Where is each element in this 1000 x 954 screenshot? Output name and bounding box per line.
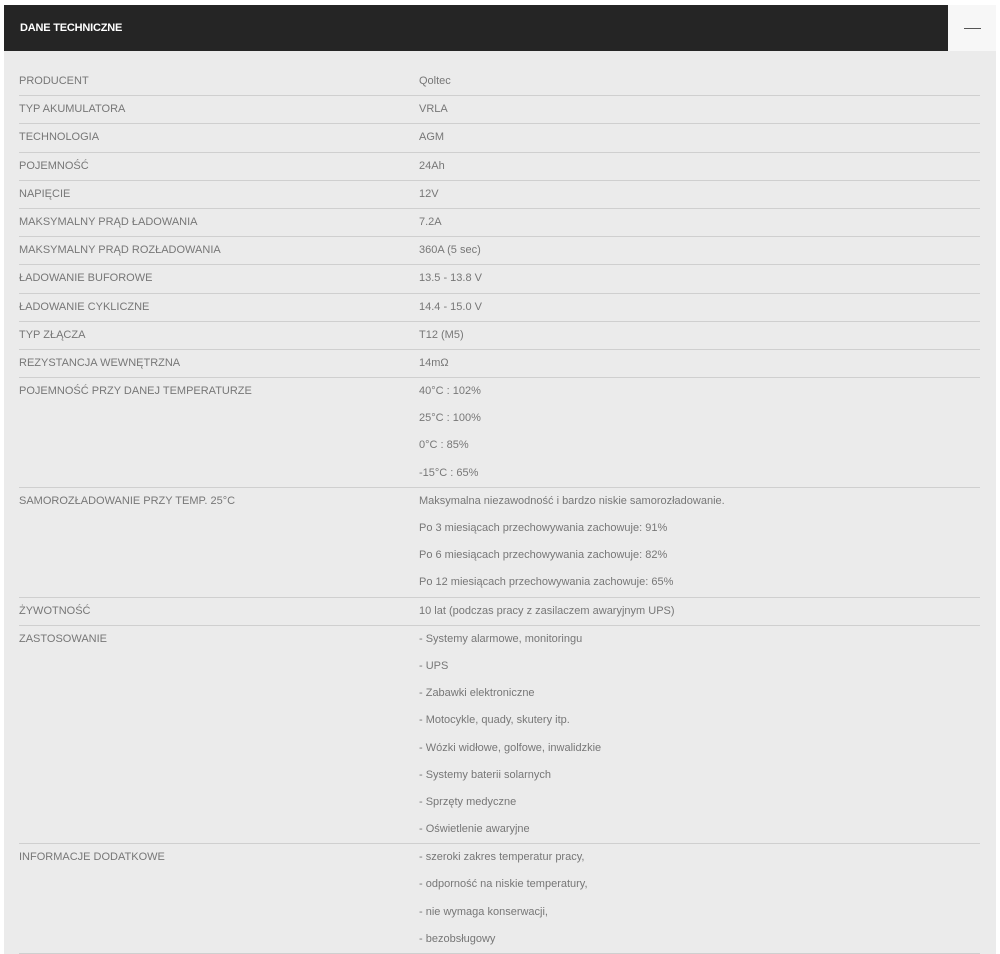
spec-row <box>19 598 980 626</box>
spec-value <box>419 68 980 95</box>
spec-value-line: - Systemy baterii solarnych <box>419 768 552 781</box>
spec-value <box>419 844 980 953</box>
spec-value <box>419 322 980 349</box>
spec-row <box>19 209 980 237</box>
spec-value-line: 14.4 - 15.0 V <box>419 300 482 313</box>
spec-value-line: VRLA <box>419 103 448 116</box>
spec-label: TYP ZŁĄCZA <box>19 328 86 341</box>
spec-value <box>419 153 980 180</box>
spec-value-line: 24Ah <box>419 159 445 172</box>
spec-value <box>419 488 980 597</box>
spec-value-line: - bezobsługowy <box>419 932 496 945</box>
spec-row <box>19 68 980 96</box>
spec-row <box>19 378 980 488</box>
spec-row <box>19 153 980 181</box>
spec-value-line: 7.2A <box>419 215 442 228</box>
spec-value-line: 0°C : 85% <box>419 439 469 452</box>
spec-value-line: - szeroki zakres temperatur pracy, <box>419 851 585 864</box>
minus-icon <box>964 28 981 29</box>
spec-row <box>19 626 980 845</box>
spec-value-line: - Oświetlenie awaryjne <box>419 823 530 836</box>
spec-value-line: 14mΩ <box>419 356 449 369</box>
spec-value-line: - UPS <box>419 659 449 672</box>
specs-table <box>19 68 980 954</box>
collapse-toggle-button[interactable] <box>948 5 996 51</box>
spec-row <box>19 488 980 598</box>
spec-row <box>19 844 980 954</box>
spec-label: ŁADOWANIE BUFOROWE <box>19 272 153 285</box>
spec-row <box>19 322 980 350</box>
spec-label: ZASTOSOWANIE <box>19 632 108 645</box>
spec-value <box>419 350 980 377</box>
spec-label: ŻYWOTNOŚĆ <box>19 604 91 617</box>
spec-value <box>419 237 980 264</box>
spec-value <box>419 96 980 123</box>
spec-row <box>19 294 980 322</box>
spec-value-line: Po 3 miesiącach przechowywania zachowuje: 91% <box>419 522 668 534</box>
spec-value-line: - Systemy alarmowe, monitoringu <box>419 632 583 645</box>
spec-value-line: Qoltec <box>419 75 451 87</box>
spec-value <box>419 378 980 487</box>
spec-row <box>19 96 980 124</box>
spec-value-line: T12 (M5) <box>419 328 464 341</box>
spec-value-line: - Motocykle, quady, skutery itp. <box>419 714 570 727</box>
spec-value-line: - nie wymaga konserwacji, <box>419 905 548 918</box>
spec-value <box>419 265 980 292</box>
spec-value-line: Po 12 miesiącach przechowywania zachowuje: 65% <box>419 576 674 589</box>
spec-row <box>19 237 980 265</box>
spec-label: PRODUCENT <box>19 75 89 87</box>
spec-label: ŁADOWANIE CYKLICZNE <box>19 300 150 313</box>
spec-value-line: - Zabawki elektroniczne <box>419 687 535 700</box>
spec-label: INFORMACJE DODATKOWE <box>19 851 165 864</box>
spec-value-line: 12V <box>419 187 439 200</box>
spec-value-line: Maksymalna niezawodność i bardzo niskie samorozładowanie. <box>419 494 725 507</box>
spec-label: TECHNOLOGIA <box>19 131 100 144</box>
panel-header[interactable] <box>4 5 948 51</box>
spec-label: REZYSTANCJA WEWNĘTRZNA <box>19 356 181 369</box>
spec-value-line: - Sprzęty medyczne <box>419 795 517 808</box>
technical-data-panel <box>4 5 996 954</box>
spec-value-line: Po 6 miesiącach przechowywania zachowuje: 82% <box>419 549 668 562</box>
spec-value-line: 10 lat (podczas pracy z zasilaczem awaryjnym UPS) <box>419 604 675 617</box>
spec-value-line: - Wózki widłowe, golfowe, inwalidzkie <box>419 741 602 754</box>
spec-value <box>419 209 980 236</box>
spec-row <box>19 350 980 378</box>
spec-label: MAKSYMALNY PRĄD ŁADOWANIA <box>19 215 198 228</box>
spec-value-line: AGM <box>419 131 445 144</box>
spec-value-line: 25°C : 100% <box>419 412 481 425</box>
spec-value-line: - odporność na niskie temperatury, <box>419 878 588 891</box>
spec-label: MAKSYMALNY PRĄD ROZŁADOWANIA <box>19 244 221 257</box>
spec-label: TYP AKUMULATORA <box>19 103 126 116</box>
spec-label: NAPIĘCIE <box>19 187 71 200</box>
spec-value <box>419 598 980 625</box>
spec-value <box>419 181 980 208</box>
spec-value <box>419 294 980 321</box>
spec-label: SAMOROZŁADOWANIE PRZY TEMP. 25°C <box>19 494 236 507</box>
spec-label: POJEMNOŚĆ PRZY DANEJ TEMPERATURZE <box>19 385 252 398</box>
spec-value-line: 13.5 - 13.8 V <box>419 272 482 285</box>
spec-value <box>419 626 980 844</box>
spec-row <box>19 124 980 152</box>
spec-value <box>419 124 980 151</box>
spec-value-line: 360A (5 sec) <box>419 244 481 257</box>
spec-label: POJEMNOŚĆ <box>19 159 89 172</box>
spec-row <box>19 181 980 209</box>
spec-row <box>19 265 980 293</box>
spec-value-line: -15°C : 65% <box>419 466 479 479</box>
panel-title: DANE TECHNICZNE <box>20 22 123 34</box>
spec-value-line: 40°C : 102% <box>419 385 481 398</box>
